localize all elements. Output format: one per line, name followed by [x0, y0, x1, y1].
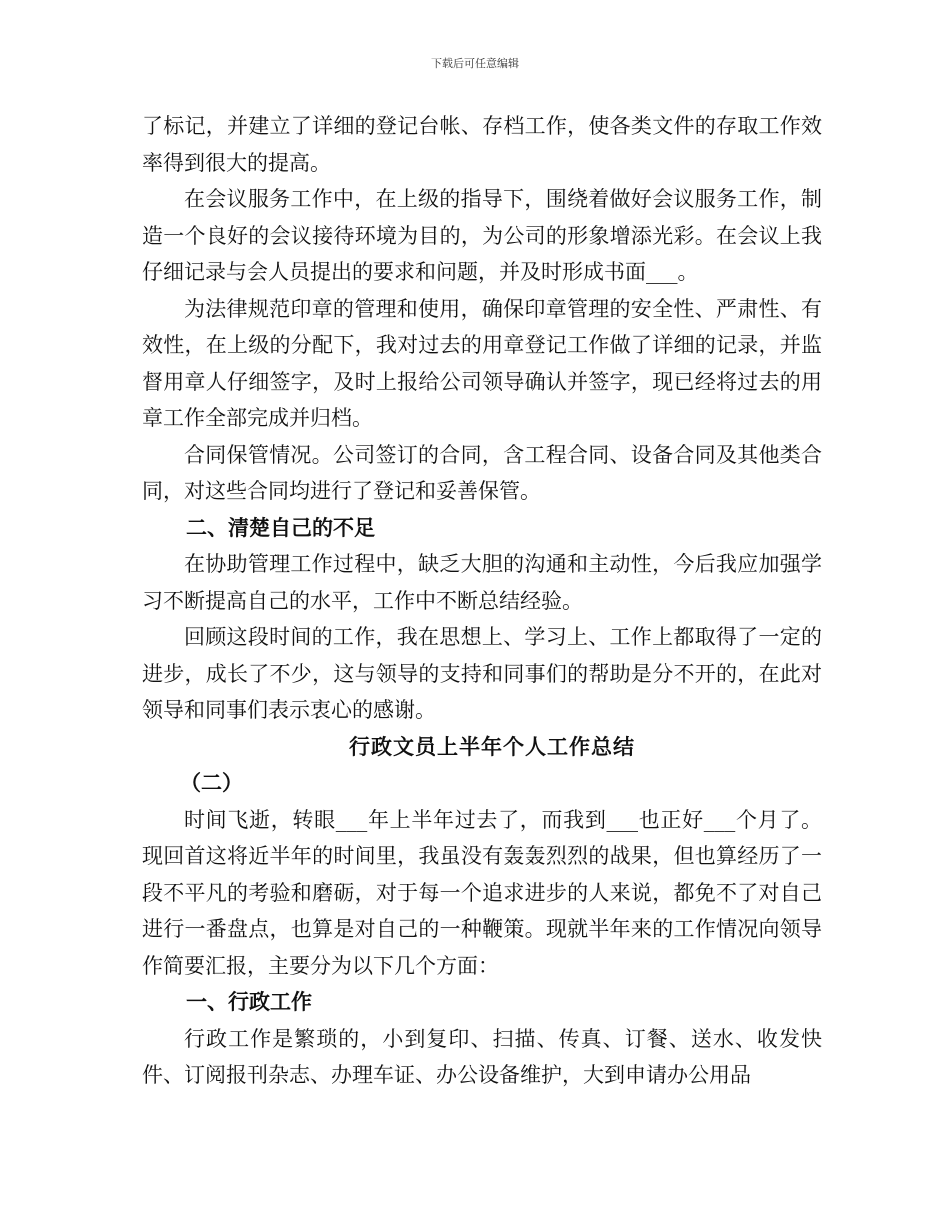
section-heading: 一、行政工作	[186, 989, 312, 1014]
section-heading: 二、清楚自己的不足	[186, 514, 375, 540]
paragraph: 时间飞逝，转眼___年上半年过去了，而我到___也正好___个月了。现回首这将近半年的时间里，我虽没有轰轰烈烈的战果，但也算经历了一段不平凡的考验和磨砺，对于每一个追求进步的人来说，都免不了对自己进行一番盘点，也算是对自己的一种鞭策。现就半年来的工作情况向领导作简要汇报，主要分为以下几个方面：	[142, 807, 822, 978]
paragraph: 为法律规范印章的管理和使用，确保印章管理的安全性、严肃性、有效性，在上级的分配下，我对过去的用章登记工作做了详细的记录，并监督用章人仔细签字，及时上报给公司领导确认并签字，现已经将过去的用章工作全部完成并归档。	[142, 296, 822, 430]
paragraph: 行政工作是繁琐的，小到复印、扫描、传真、订餐、送水、收发快件、订阅报刊杂志、办理车证、办公设备维护，大到申请办公用品	[142, 1026, 822, 1087]
document-subtitle: （二）	[180, 770, 243, 795]
paragraph: 合同保管情况。公司签订的合同，含工程合同、设备合同及其他类合同，对这些合同均进行了登记和妥善保管。	[142, 442, 822, 503]
paragraph: 回顾这段时间的工作，我在思想上、学习上、工作上都取得了一定的进步，成长了不少，这与领导的支持和同事们的帮助是分不开的，在此对领导和同事们表示衷心的感谢。	[142, 625, 822, 722]
document-title: 行政文员上半年个人工作总结	[349, 733, 635, 759]
document-body	[142, 108, 822, 1094]
page-header: 下载后可任意编辑	[431, 57, 519, 70]
paragraph: 在会议服务工作中，在上级的指导下，围绕着做好会议服务工作，制造一个良好的会议接待环境为目的，为公司的形象增添光彩。在会议上我仔细记录与会人员提出的要求和问题，并及时形成书面___。	[142, 187, 822, 284]
paragraph: 在协助管理工作过程中，缺乏大胆的沟通和主动性，今后我应加强学习不断提高自己的水平，工作中不断总结经验。	[142, 552, 822, 613]
paragraph: 了标记，并建立了详细的登记台帐、存档工作，使各类文件的存取工作效率得到很大的提高。	[142, 114, 822, 175]
